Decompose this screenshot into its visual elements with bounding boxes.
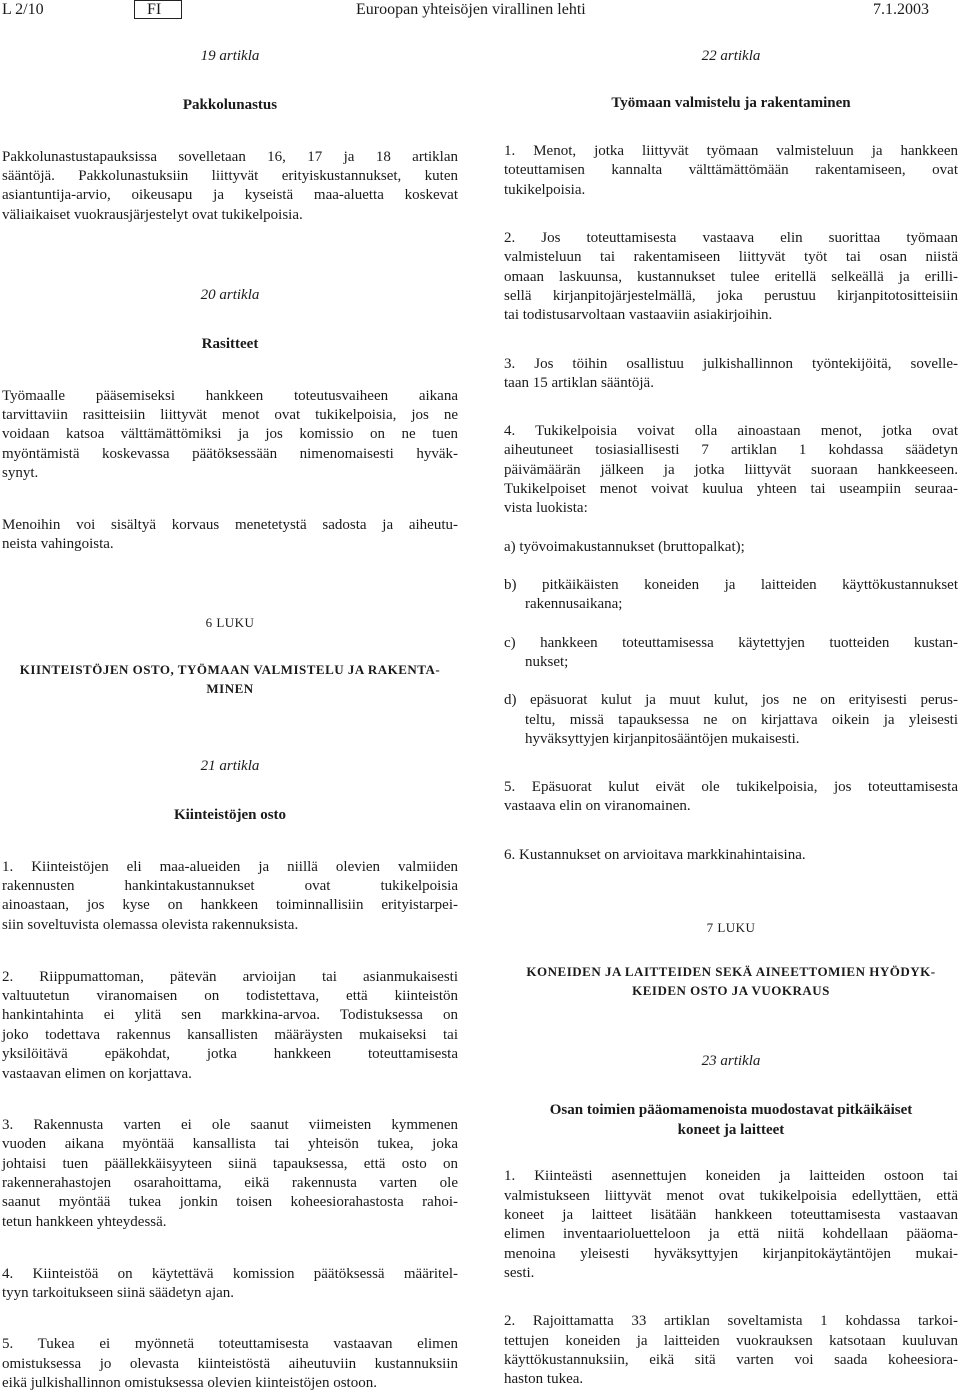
right-text-line: Osan toimien pääomamenoista muodostavat pitkäikäiset: [549, 1102, 913, 1118]
left-text-line: johtaisi tuen päällekkäisyyteen siinä tapauksessa, että osto on: [2, 1156, 458, 1172]
left-text-line: 19 artikla: [200, 48, 260, 64]
left-text-line: 20 artikla: [200, 287, 260, 303]
right-text-line: KEIDEN OSTO JA VUOKRAUS: [632, 983, 830, 998]
left-text-line: siin soveltuvista olemassa olevista rakennuksista.: [2, 917, 299, 933]
right-text-line: teltu, missä tapauksessa ne on kirjattava oikein ja yleisesti: [525, 712, 958, 728]
right-text-line: omaan laskuunsa, kustannukset tulee eritellä selkeällä ja erilli-: [504, 269, 958, 285]
right-text-line: 1. Kiinteästi asennettujen koneiden ja laitteiden ostoon tai: [504, 1168, 958, 1184]
page-reference: L 2/10: [2, 1, 44, 18]
left-text-line: hankintahinta ei ylitä sen markkina-arvoa. Todistuksessa on: [2, 1007, 458, 1023]
right-text-line: 22 artikla: [701, 48, 761, 64]
left-text-line: 6 LUKU: [205, 615, 255, 630]
left-text-line: ainoastaan, jos kyse on hankkeen toiminnallisiin erityistarpei-: [2, 897, 458, 913]
right-text-line: haston tukea.: [504, 1371, 584, 1387]
right-text-line: a) työvoimakustannukset (bruttopalkat);: [504, 539, 745, 555]
left-text-line: neista vahingoista.: [2, 536, 114, 552]
right-text-line: päivämäärän jälkeen ja jotka liittyvät suoraan hankkeeseen.: [504, 462, 958, 478]
left-text-line: 21 artikla: [200, 758, 260, 774]
right-text-line: KONEIDEN JA LAITTEIDEN SEKÄ AINEETTOMIEN HYÖDYK-: [526, 964, 936, 979]
right-text-line: tai todistusarvoltaan vastaaviin asiakirjoihin.: [504, 307, 773, 323]
right-text-line: koneet ja laitteet lisätään hankkeen toteuttamisesta vastaavan: [504, 1207, 958, 1223]
right-text-line: vastaava elin on viranomainen.: [504, 798, 691, 814]
left-text-line: Pakkolunastus: [182, 97, 278, 113]
right-text-line: valmistukseen liittyvät menot ovat tukikelpoisia edellyttäen, että: [504, 1188, 958, 1204]
left-text-line: rakennerahastojen osarahoittama, eikä rakennusta varten ole: [2, 1175, 458, 1191]
right-text-line: rakennusaikana;: [525, 596, 623, 612]
left-text-line: vastaavan elimen on korjattava.: [2, 1066, 192, 1082]
right-text-line: 1. Menot, jotka liittyvät työmaan valmisteluun ja hankkeen: [504, 143, 958, 159]
right-text-line: taan 15 artiklan sääntöjä.: [504, 375, 654, 391]
left-text-line: 3. Rakennusta varten ei ole saanut viimeisten kymmenen: [2, 1117, 458, 1133]
left-text-line: voidaan katsoa välttämättömiksi ja jos komissio on ne tuen: [2, 426, 458, 442]
left-text-line: valtuutetun viranomaisen on todistettava, että kiinteistön: [2, 988, 458, 1004]
right-text-line: elimen inventaarioluetteloon ja että niitä kohdellaan pääoma-: [504, 1226, 958, 1242]
left-text-line: 5. Tukea ei myönnetä toteuttamisesta vastaavan elimen: [2, 1336, 458, 1352]
left-text-line: Menoihin voi sisältyä korvaus menetetystä sadosta ja aiheutu-: [2, 517, 458, 533]
left-text-line: Työmaalle pääsemiseksi hankkeen toteutusvaiheen aikana: [2, 388, 458, 404]
right-text-line: vista luokista:: [504, 500, 588, 516]
language-code: FI: [147, 1, 162, 18]
right-text-line: 23 artikla: [701, 1053, 761, 1069]
left-text-line: omistuksessa jo olevasta kiinteistöstä aiheutuviin kustannuksiin: [2, 1356, 458, 1372]
left-text-line: tyyn tarkoitukseen siinä säädetyn ajan.: [2, 1285, 235, 1301]
right-text-line: sesti.: [504, 1265, 535, 1281]
left-text-line: väliaikaiset vuokrausjärjestelyt ovat tukikelpoisia.: [2, 207, 303, 223]
right-text-line: aiheutuneet tosiasiallisesti 7 artiklan 1 kohdassa säädetyn: [504, 442, 958, 458]
right-text-line: 5. Epäsuorat kulut eivät ole tukikelpoisia, jos toteuttamisesta: [504, 779, 958, 795]
right-text-line: koneet ja laitteet: [677, 1122, 785, 1138]
right-text-line: tettujen koneiden ja laitteiden vuokrauksen katsotaan kuuluvan: [504, 1333, 958, 1349]
right-text-line: valmisteluun tai rakentamiseen liittyvät työt tai osan niistä: [504, 249, 958, 265]
left-text-line: vuoden aikana myöntää kansallista tai yhteisön tukea, joka: [2, 1136, 458, 1152]
left-text-line: sääntöjä. Pakkolunastuksiin liittyvät erityiskustannukset, kuten: [2, 168, 458, 184]
left-text-line: yksilöitävä epäkohdat, jotka hankkeen toteuttamisesta: [2, 1046, 458, 1062]
left-text-line: KIINTEISTÖJEN OSTO, TYÖMAAN VALMISTELU JA RAKENTA-: [19, 662, 441, 677]
right-text-line: 2. Jos toteuttamisesta vastaava elin suorittaa työmaan: [504, 230, 958, 246]
left-text-line: Rasitteet: [201, 336, 259, 352]
right-text-line: 4. Tukikelpoisia voivat olla ainoastaan menot, jotka ovat: [504, 423, 958, 439]
right-text-line: nukset;: [525, 654, 569, 670]
left-text-line: tetun hankkeen yhteydessä.: [2, 1214, 167, 1230]
left-text-line: 4. Kiinteistöä on käytettävä komission päätöksessä määritel-: [2, 1266, 458, 1282]
left-text-line: synyt.: [2, 465, 39, 481]
right-text-line: 2. Rajoittamatta 33 artiklan soveltamista 1 kohdassa tarkoi-: [504, 1313, 958, 1329]
left-text-line: saanut myöntää tukea jonkin toisen koheesiorahastosta rahoi-: [2, 1194, 458, 1210]
right-text-line: sellä kirjanpitojärjestelmällä, joka perustuu kirjanpitotositteisiin: [504, 288, 958, 304]
left-text-line: Kiinteistöjen osto: [173, 807, 287, 823]
left-text-line: myöntämistä koskevassa päätöksessään nimenomaisesti hyväk-: [2, 446, 458, 462]
right-text-line: d) epäsuorat kulut ja muut kulut, jos ne on erityisesti perus-: [504, 692, 958, 708]
right-text-line: tukikelpoisia.: [504, 182, 586, 198]
right-text-line: 3. Jos töihin osallistuu julkishallinnon työntekijöitä, sovelle-: [504, 356, 958, 372]
left-text-line: rakennusten hankintakustannukset ovat tukikelpoisia: [2, 878, 458, 894]
right-text-line: hyväksyttyjen kirjanpitosääntöjen mukaisesti.: [525, 731, 800, 747]
right-text-line: menoina yleisesti hyväksyttyjen kirjanpitokäytäntöjen mukai-: [504, 1246, 958, 1262]
right-text-line: c) hankkeen toteuttamisessa käytettyjen tuotteiden kustan-: [504, 635, 958, 651]
right-text-line: Tukikelpoiset menot voivat kuulua yhteen tai useampiin seuraa-: [504, 481, 958, 497]
right-text-line: toteuttamisen kannalta välttämättömään rakentamiseen, ovat: [504, 162, 958, 178]
right-text-line: 6. Kustannukset on arvioitava markkinahintaisina.: [504, 847, 806, 863]
left-text-line: eikä julkishallinnon omistuksessa olevien kiinteistöjen ostoon.: [2, 1375, 377, 1391]
issue-date: 7.1.2003: [873, 1, 929, 18]
right-text-line: Työmaan valmistelu ja rakentaminen: [611, 95, 851, 111]
right-text-line: b) pitkäikäisten koneiden ja laitteiden käyttökustannukset: [504, 577, 958, 593]
left-text-line: asiantuntija-arvio, oikeusapu ja kyseistä maa-aluetta koskevat: [2, 187, 458, 203]
left-text-line: tarvittaviin rasitteisiin liittyvät menot ovat tukikelpoisia, jos ne: [2, 407, 458, 423]
journal-title: Euroopan yhteisöjen virallinen lehti: [356, 1, 586, 18]
left-text-line: MINEN: [206, 681, 254, 696]
right-text-line: käyttökustannuksiin, eikä sitä varten voi saada koheesiora-: [504, 1352, 958, 1368]
right-text-line: 7 LUKU: [706, 920, 756, 935]
left-text-line: 1. Kiinteistöjen eli maa-alueiden ja niillä olevien valmiiden: [2, 859, 458, 875]
left-text-line: joko todettava rakennus kansallisten määräysten mukaiseksi tai: [2, 1027, 458, 1043]
left-text-line: Pakkolunastustapauksissa sovelletaan 16, 17 ja 18 artiklan: [2, 149, 458, 165]
left-text-line: 2. Riippumattoman, pätevän arvioijan tai asianmukaisesti: [2, 969, 458, 985]
